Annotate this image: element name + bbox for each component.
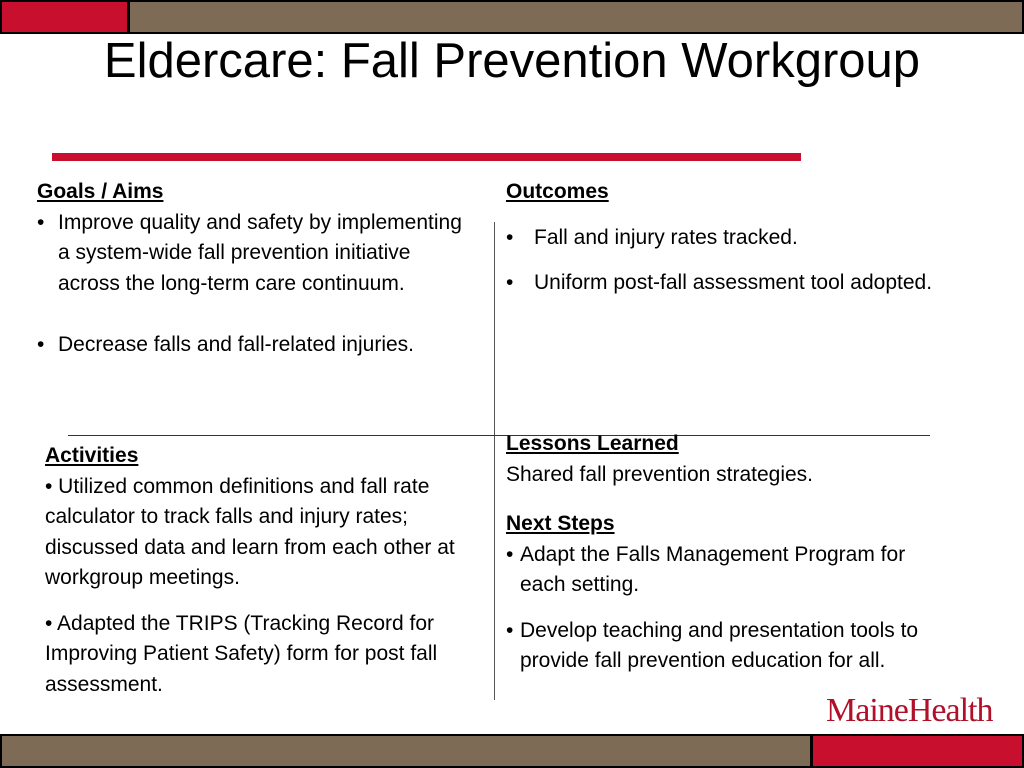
activities-item: • Utilized common definitions and fall rate calculator to track falls and injury rates; discussed data and learn from each other at workgroup meetings. <box>45 474 455 589</box>
bullet-icon: • <box>506 542 514 566</box>
bullet-icon: • <box>506 618 514 642</box>
outcomes-item: • Uniform post-fall assessment tool adopted. <box>506 268 936 299</box>
bullet-icon: • <box>37 210 45 234</box>
bottom-accent-red-bar <box>811 734 1024 768</box>
vertical-divider <box>494 222 495 700</box>
next-steps-item: • Develop teaching and presentation tools to provide fall prevention education for all. <box>506 616 926 677</box>
bottom-brown-bar <box>0 734 812 768</box>
outcomes-heading: Outcomes <box>506 180 609 203</box>
top-brown-bar <box>128 0 1024 34</box>
bullet-icon: • <box>506 271 514 294</box>
lessons-heading: Lessons Learned <box>506 432 679 455</box>
outcomes-item: • Fall and injury rates tracked. <box>506 223 936 254</box>
next-steps-section <box>506 509 926 677</box>
goals-item: • Improve quality and safety by implementing a system-wide fall prevention initiative across the long-term care continuum. <box>37 208 477 300</box>
slide-title: Eldercare: Fall Prevention Workgroup <box>103 34 921 88</box>
next-steps-item: • Adapt the Falls Management Program for each setting. <box>506 540 926 601</box>
goals-section <box>37 177 477 361</box>
lessons-learned-section <box>506 429 926 490</box>
goals-item: • Decrease falls and fall-related injuries. <box>37 330 477 361</box>
outcomes-section <box>506 177 936 299</box>
lessons-text: Shared fall prevention strategies. <box>506 462 814 486</box>
activities-item: • Adapted the TRIPS (Tracking Record for Improving Patient Safety) form for post fall assessment. <box>45 611 438 696</box>
title-underline-rule <box>52 153 801 161</box>
goals-heading: Goals / Aims <box>37 180 164 203</box>
next-steps-heading: Next Steps <box>506 512 615 535</box>
bullet-icon: • <box>506 225 514 249</box>
activities-section <box>45 441 490 700</box>
mainehealth-logo: MaineHealth <box>826 692 993 729</box>
activities-heading: Activities <box>45 444 139 467</box>
top-accent-red-bar <box>0 0 129 34</box>
bullet-icon: • <box>37 333 45 356</box>
